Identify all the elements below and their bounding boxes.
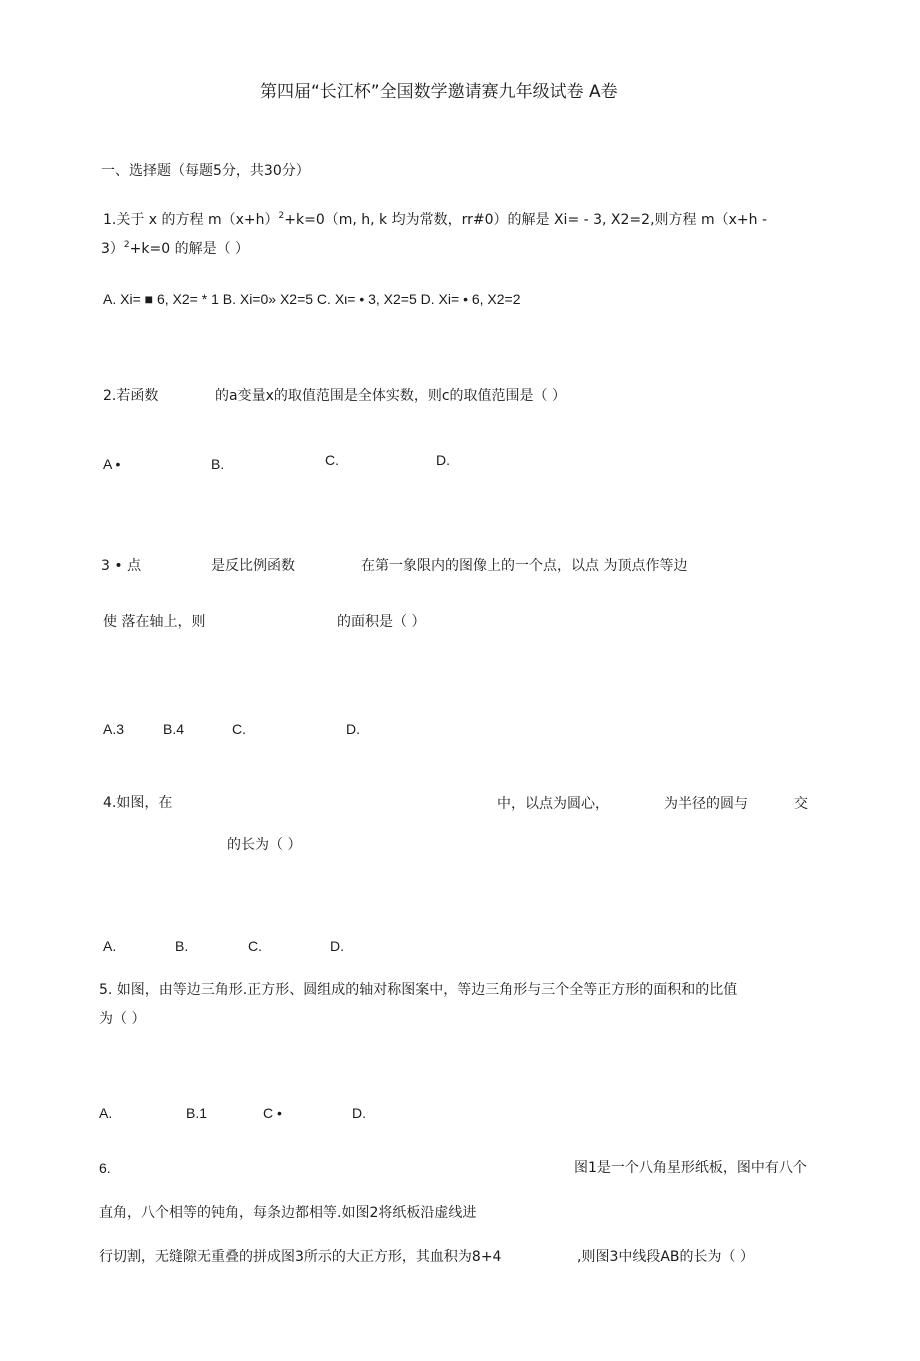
question-3-option-d: D.: [346, 721, 360, 737]
question-3-text-c: 在第一象限内的图像上的一个点，以点 为顶点作等边: [361, 558, 688, 574]
section-header: 一、选择题（每题5分，共30分）: [101, 163, 310, 179]
question-5-line-1: 5. 如图，由等边三角形.正方形、圆组成的轴对称图案中，等边三角形与三个全等正方形的面积和的比值: [99, 982, 738, 998]
question-5-line-2: 为（ ）: [99, 1011, 146, 1027]
question-3-text-d: 使 落在轴上，则: [103, 614, 206, 630]
question-3-text-b: 是反比例函数: [211, 558, 295, 574]
question-4-option-d: D.: [330, 938, 344, 954]
question-6-line-3b: ,则图3中线段AB的长为（ ）: [577, 1249, 754, 1265]
question-5-option-d: D.: [352, 1105, 366, 1121]
question-4-text-d: 交: [794, 796, 808, 812]
q1-text-c: 3）: [101, 241, 124, 257]
question-2-option-b: B.: [211, 456, 225, 472]
question-6-line-3a: 行切割，无缝隙无重叠的拼成图3所示的大正方形，其血积为8+4: [99, 1249, 502, 1265]
q1-superscript-2: 2: [123, 240, 130, 250]
question-5-option-c: C •: [263, 1105, 282, 1121]
q1-superscript-1: 2: [278, 211, 285, 221]
question-4-option-b: B.: [175, 938, 189, 954]
question-6-line-2: 直角，八个相等的钝角，每条边都相等.如图2将纸板沿虚线进: [99, 1205, 477, 1221]
q1-text-a: 1.关于 x 的方程 m（x+h）: [103, 212, 279, 228]
page-title: 第四届“长江杯”全国数学邀请赛九年级试卷 A卷: [260, 82, 618, 102]
question-2-text-a: 2.若函数: [103, 388, 159, 404]
question-2-text-b: 的a变量x的取值范围是全体实数，则c的取值范围是（ ）: [215, 388, 567, 404]
question-2-option-a: A •: [103, 456, 121, 472]
question-3-option-a: A.3: [103, 721, 125, 737]
question-6-number: 6.: [99, 1160, 111, 1176]
question-4-text-b: 中，以点为圆心，: [497, 796, 609, 812]
question-3-text-e: 的面积是（ ）: [337, 614, 426, 630]
question-4-option-a: A.: [103, 938, 117, 954]
question-1-options: A. Xi= ■ 6, X2= * 1 B. Xi=0» X2=5 C. Xι= • 3, X2=5 D. Xi= • 6, X2=2: [103, 291, 521, 307]
question-3-text-a: 3 • 点: [101, 558, 142, 574]
question-1-line-1: [103, 213, 767, 227]
question-1-line-2: [101, 242, 249, 256]
question-3-option-b: B.4: [163, 721, 185, 737]
question-2-option-d: D.: [436, 452, 450, 468]
question-3-option-c: C.: [232, 721, 246, 737]
question-6-text-a: 图1是一个八角星形纸板，图中有八个: [574, 1160, 807, 1176]
q1-text-d: +k=0 的解是（ ）: [129, 241, 250, 257]
question-5-option-b: B.1: [186, 1105, 208, 1121]
question-2-option-c: C.: [325, 452, 339, 468]
question-4-option-c: C.: [248, 938, 262, 954]
question-5-option-a: A.: [99, 1105, 113, 1121]
question-4-text-c: 为半径的圆与: [664, 796, 748, 812]
q1-text-b: +k=0（m, h, k 均为常数，rr#0）的解是 Xi= - 3, X2=2,则方程 m（x+h -: [284, 212, 767, 228]
question-4-text-a: 4.如图，在: [103, 795, 173, 811]
question-4-text-e: 的长为（ ）: [227, 837, 302, 853]
